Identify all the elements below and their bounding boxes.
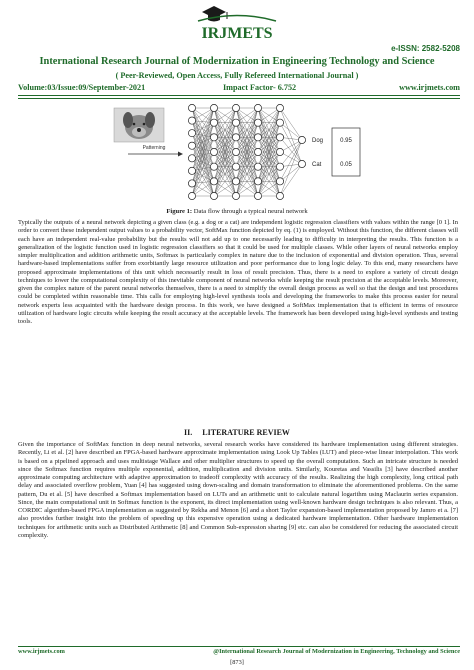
neuron-node bbox=[188, 117, 195, 124]
neuron-node bbox=[276, 148, 283, 155]
neuron-node bbox=[276, 163, 283, 170]
page-number: [873] bbox=[230, 659, 244, 666]
neuron-node bbox=[188, 104, 195, 111]
volume-issue: Volume:03/Issue:09/September-2021 bbox=[18, 83, 146, 92]
paragraph-text: Typically the outputs of a neural network depicting a given class (e.g. a dog or a cat) are independent logistic regression classifiers with values within the range [0 1]. In order to convert these independent output values to a probability vector, SoftMax function depicted by eq. (1) is employed. Without this function, the different classes will each have an independent real-value probability but the results will not add up to one necessarily leading to difficulty in interpreting the results. This function is a generalization of the logistic function used in logistic regression classifiers so that it could be used for multiple classes. While other layers of neural networks employ simpler multiplication and addition arithmetic units, Softmax is particularly complex in nature due to the inclusion of exponential and division operation. Thus, several hardware-based implementations suffer from exorbitantly large resource utilization and poor performance due to long logic delay. To this end, many researchers have proposed approximate implementations of this unit which necessarily result in loss of result precision. Thus, there is a need to explore a variety of circuit design techniques to lower the computational complexity of this inevitable component of neural networks while keeping the result precision at the acceptable levels. Moreover, given the complex nature of the parent neural networks themselves, there is a need to simplify the overall design process as well so that the design and test procedures could be completed within reasonable time. This calls for employing high-level synthesis tools and developing the frameworks to make this process easier for neural network experts less acquainted with the hardware design process. In this work, we have designed a SoftMax implementation that is efficient in terms of resource utilization of hardware logic circuits while keeping the result accuracy at the acceptable levels. The framework has been developed using high-level synthesis and testing tools. bbox=[18, 219, 458, 325]
neuron-node bbox=[276, 134, 283, 141]
neuron-node bbox=[232, 134, 239, 141]
header-rule-thin bbox=[18, 98, 460, 99]
neuron-node bbox=[254, 163, 261, 170]
neuron-node bbox=[254, 119, 261, 126]
issn: e-ISSN: 2582-5208 bbox=[391, 44, 460, 53]
neuron-node bbox=[276, 104, 283, 111]
neuron-node bbox=[210, 192, 217, 199]
output-class-label: Cat bbox=[312, 162, 322, 168]
figure-caption bbox=[0, 208, 474, 215]
figure-caption-text: Data flow through a typical neural network bbox=[192, 208, 308, 215]
section-heading bbox=[0, 428, 474, 437]
output-probabilities bbox=[312, 128, 360, 176]
neuron-node bbox=[210, 104, 217, 111]
section-title: LITERATURE REVIEW bbox=[202, 428, 290, 437]
neuron-node bbox=[298, 160, 305, 167]
neuron-node bbox=[210, 163, 217, 170]
footer-url[interactable]: www.irjmets.com bbox=[18, 648, 65, 655]
figure-caption-label: Figure 1: bbox=[166, 208, 193, 215]
footer-copyright: @International Research Journal of Modernization in Engineering, Technology and Science bbox=[213, 648, 460, 655]
connection-line bbox=[192, 108, 214, 146]
neuron-node bbox=[298, 136, 305, 143]
output-probability-value: 0.05 bbox=[340, 162, 352, 168]
connection-line bbox=[280, 140, 302, 181]
journal-url[interactable]: www.irjmets.com bbox=[399, 83, 460, 92]
footer-rule bbox=[18, 646, 460, 647]
neuron-node bbox=[188, 155, 195, 162]
network-connections bbox=[192, 108, 302, 196]
neuron-node bbox=[232, 104, 239, 111]
neuron-node bbox=[210, 148, 217, 155]
header-rule bbox=[18, 95, 460, 96]
journal-subtitle: ( Peer-Reviewed, Open Access, Fully Refereed International Journal ) bbox=[115, 71, 359, 80]
neuron-node bbox=[210, 178, 217, 185]
neuron-node bbox=[276, 192, 283, 199]
journal-logo bbox=[194, 4, 280, 44]
paragraph-text: Given the importance of SoftMax function in deep neural networks, several research works have considered its hardware implementation using different strategies. Recently, Li et al. [2] have described an FPGA-based hardware approximate implementation using Look Up Tables (LUT) and piece-wise linear interpolation. This work is based on a pipelined approach and uses multistage Wallace and other multiplier structures to speed up the overall computation. Such an intricate structure is needed since the Softmax function requires multiple exponential, addition, multiplication and division units. Similarly, Kouretas and Vassilis [3] have described another approximate computing architecture with adaptive approximation to tradeoff complexity with accuracy of the results. Realizing the high complexity, long critical path delay and associated overflow problem, Yuan [4] has suggested using down-scaling and domain transformation to eliminate the aforementioned problems. On the same pattern, Du et al. [5] have described a Softmax implementation based on LUTs and an arithmetic unit to calculate natural logarithm using Maclaurin series expansion. Since, the main computational unit in Softmax function is the exponent, its direct implementation using well-known hardware design techniques is also relevant. Thus, a CORDIC algorithm-based FPGA implementation as suggested by Rekha and Menon [6] and a short Taylor expansion-based implementation proposed by Jamro et a. [7] also provides further insight into the problem of speeding up this expensive operation using a dedicated hardware implementation. Other hardware implementation techniques for arithmetic units such as Distributed Arithmetic [8] and Common Sub-expression sharing [9] etc. can also be considered for reducing the associated circuit complexity. bbox=[18, 441, 458, 539]
neuron-node bbox=[188, 192, 195, 199]
issue-meta-row bbox=[18, 83, 460, 93]
journal-title: International Research Journal of Modernization in Engineering Technology and Science bbox=[39, 56, 435, 67]
dog-photo bbox=[114, 108, 164, 142]
neuron-node bbox=[188, 142, 195, 149]
output-class-label: Dog bbox=[312, 138, 324, 144]
neuron-node bbox=[188, 180, 195, 187]
neuron-node bbox=[232, 148, 239, 155]
neuron-node bbox=[232, 192, 239, 199]
neuron-node bbox=[232, 119, 239, 126]
neuron-node bbox=[254, 178, 261, 185]
logo-text: IRJMETS bbox=[201, 25, 273, 42]
flow-label: Patterning bbox=[142, 145, 166, 151]
neuron-node bbox=[254, 148, 261, 155]
impact-factor: Impact Factor- 6.752 bbox=[223, 83, 297, 92]
patterning-arrow bbox=[128, 145, 183, 157]
intro-paragraph bbox=[18, 219, 458, 326]
neuron-node bbox=[210, 134, 217, 141]
neural-network-figure bbox=[110, 102, 370, 202]
neuron-node bbox=[254, 192, 261, 199]
literature-paragraph bbox=[18, 441, 458, 540]
neuron-node bbox=[188, 130, 195, 137]
neuron-node bbox=[188, 167, 195, 174]
section-number: II. bbox=[184, 428, 193, 437]
probability-box bbox=[332, 128, 360, 176]
neuron-node bbox=[232, 178, 239, 185]
page-footer bbox=[18, 648, 460, 658]
neuron-node bbox=[254, 104, 261, 111]
neuron-node bbox=[232, 163, 239, 170]
output-probability-value: 0.95 bbox=[340, 138, 352, 144]
neuron-node bbox=[276, 119, 283, 126]
connection-line bbox=[280, 123, 302, 164]
neuron-node bbox=[254, 134, 261, 141]
neuron-node bbox=[276, 178, 283, 185]
neuron-node bbox=[210, 119, 217, 126]
